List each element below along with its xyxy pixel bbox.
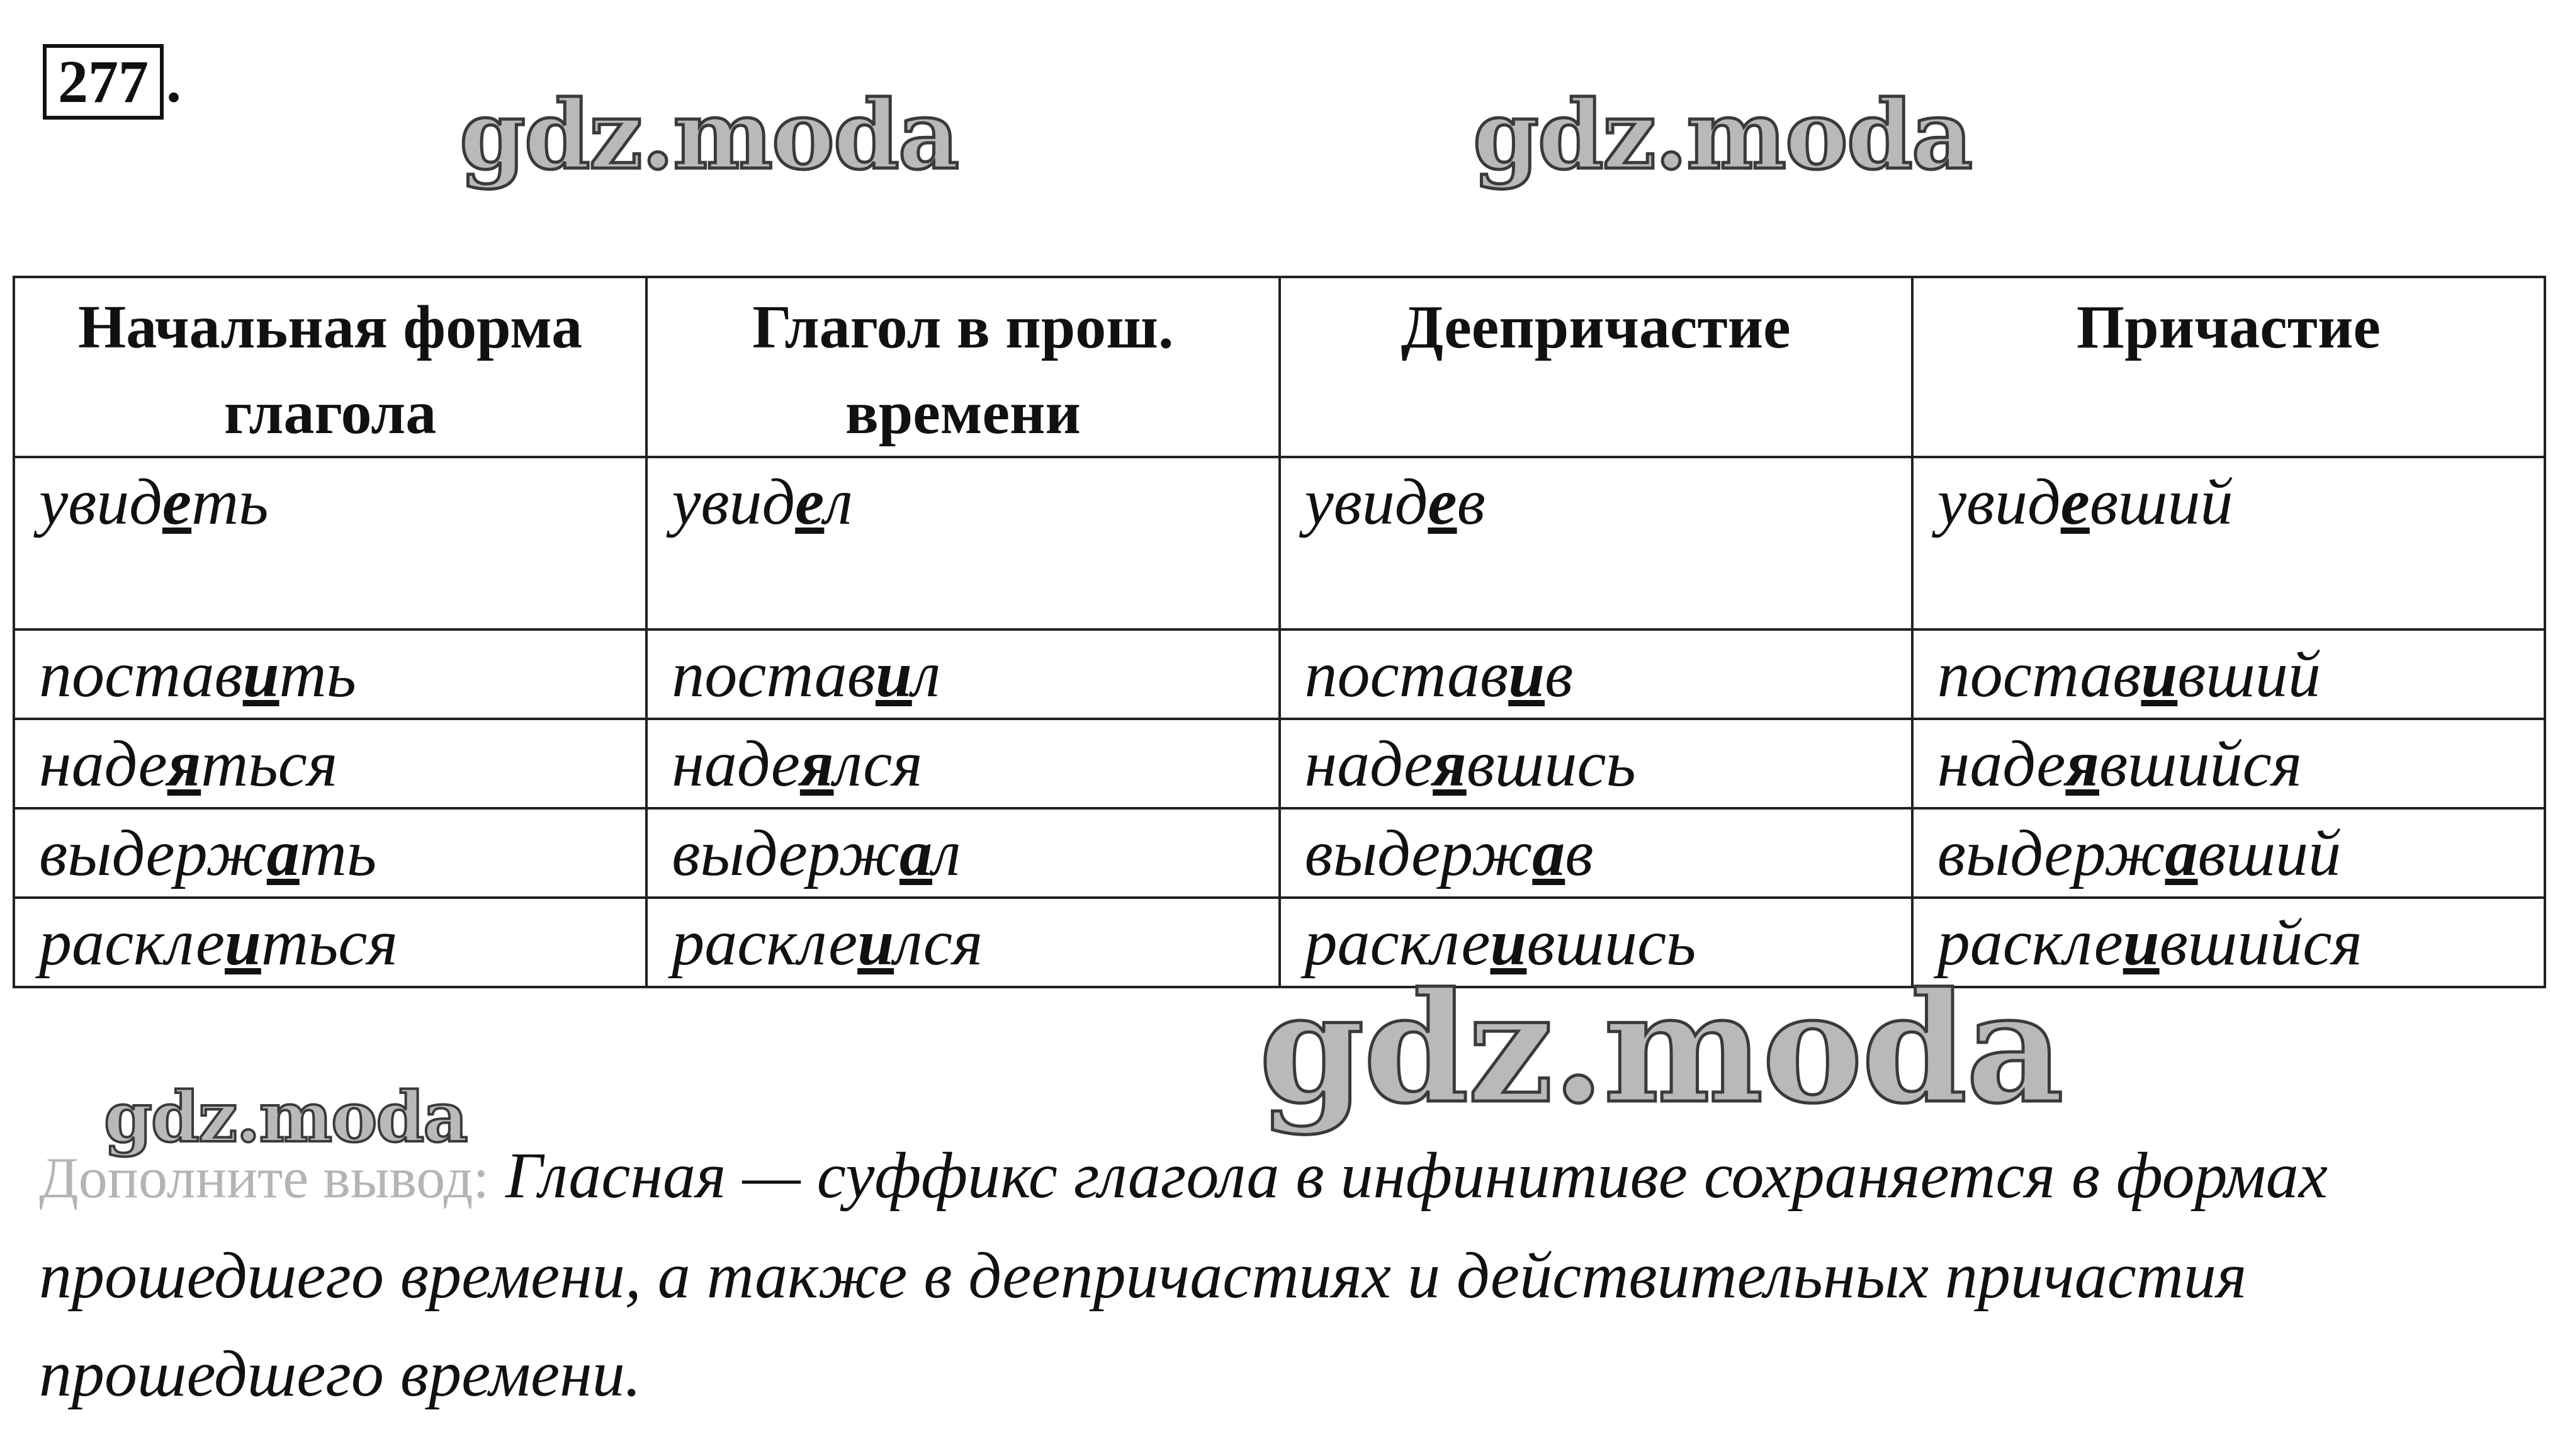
stressed-vowel: а	[1532, 817, 1565, 889]
table-header-row	[14, 277, 2545, 457]
word-stem: наде	[39, 728, 167, 800]
word-stem: выдерж	[672, 817, 900, 889]
word-ending: в	[1545, 638, 1574, 711]
table-row	[14, 457, 2545, 629]
word-ending: ть	[299, 817, 377, 889]
table-cell-past-tense	[646, 629, 1279, 719]
exercise-number	[43, 44, 181, 120]
word-ending: вший	[2197, 817, 2342, 889]
column-header-gerund: Деепричастие	[1280, 277, 1912, 457]
word-ending: в	[1565, 817, 1594, 889]
column-header-past-tense: Глагол в прош. времени	[646, 277, 1279, 457]
word-stem: увид	[39, 466, 162, 538]
word-stem: наде	[1304, 728, 1433, 800]
stressed-vowel: е	[1428, 466, 1457, 538]
table-cell-participle	[1912, 457, 2545, 629]
word-ending: л	[824, 466, 853, 538]
stressed-vowel: а	[2165, 817, 2198, 889]
word-stem: раскле	[39, 906, 225, 979]
stressed-vowel: е	[2060, 466, 2090, 538]
table-cell-gerund	[1280, 629, 1912, 719]
stressed-vowel: и	[1490, 906, 1527, 979]
watermark-logo: gdz.moda	[1473, 80, 1972, 191]
stressed-vowel: и	[2123, 906, 2160, 979]
stressed-vowel: и	[242, 638, 279, 711]
stressed-vowel: а	[899, 817, 933, 889]
column-header-participle: Причастие	[1912, 277, 2545, 457]
table-cell-gerund	[1280, 719, 1912, 808]
word-stem: наде	[1937, 728, 2066, 800]
word-stem: раскле	[1937, 906, 2123, 979]
verb-forms-table	[13, 276, 2546, 988]
table-cell-past-tense	[646, 808, 1279, 898]
word-stem: постав	[39, 638, 243, 711]
table-cell-gerund	[1280, 808, 1912, 898]
word-ending: ться	[261, 906, 398, 979]
stressed-vowel: и	[2141, 638, 2178, 711]
word-ending: ть	[191, 466, 269, 538]
word-stem: увид	[1937, 466, 2061, 538]
table-row	[14, 719, 2545, 808]
table-cell-infinitive	[14, 629, 646, 719]
stressed-vowel: я	[1433, 728, 1467, 800]
word-ending: вший	[2089, 466, 2233, 538]
word-ending: вшись	[1466, 728, 1636, 800]
table-cell-past-tense	[646, 898, 1279, 987]
word-ending: вший	[2177, 638, 2321, 711]
table-cell-participle	[1912, 629, 2545, 719]
watermark-logo: gdz.moda	[460, 80, 959, 191]
table-row	[14, 629, 2545, 719]
word-stem: увид	[1304, 466, 1428, 538]
word-ending: лся	[833, 728, 923, 800]
conclusion-paragraph	[39, 1127, 2532, 1423]
word-stem: постав	[1304, 638, 1509, 711]
stressed-vowel: я	[167, 728, 201, 800]
word-stem: постав	[672, 638, 876, 711]
word-ending: вшийся	[2159, 906, 2362, 979]
table-cell-gerund	[1280, 457, 1912, 629]
word-stem: раскле	[672, 906, 858, 979]
conclusion-text: Гласная — суффикс глагола в инфинитиве сохраняется в формах прошедшего времени, а также в деепричастиях и действительных причастия прошедшего времени.	[39, 1139, 2328, 1410]
stressed-vowel: а	[266, 817, 300, 889]
stressed-vowel: я	[2065, 728, 2099, 800]
conclusion-prompt: Дополните вывод:	[39, 1146, 489, 1210]
column-header-infinitive: Начальная форма глагола	[14, 277, 646, 457]
word-stem: выдерж	[1304, 817, 1533, 889]
table-cell-infinitive	[14, 898, 646, 987]
table-cell-past-tense	[646, 457, 1279, 629]
table-row	[14, 808, 2545, 898]
table-cell-infinitive	[14, 719, 646, 808]
word-ending: ться	[201, 728, 338, 800]
stressed-vowel: и	[225, 906, 261, 979]
stressed-vowel: и	[857, 906, 894, 979]
word-stem: выдерж	[39, 817, 267, 889]
exercise-number-box: 277	[43, 44, 164, 120]
word-stem: раскле	[1304, 906, 1491, 979]
stressed-vowel: е	[162, 466, 192, 538]
table-cell-infinitive	[14, 457, 646, 629]
table-cell-past-tense	[646, 719, 1279, 808]
table-cell-participle	[1912, 808, 2545, 898]
word-ending: вшись	[1526, 906, 1696, 979]
table-body	[14, 457, 2545, 987]
word-stem: наде	[672, 728, 800, 800]
word-ending: л	[911, 638, 941, 711]
word-ending: ть	[279, 638, 356, 711]
stressed-vowel: е	[795, 466, 825, 538]
exercise-number-dot: .	[166, 47, 181, 115]
word-stem: увид	[672, 466, 796, 538]
table-cell-infinitive	[14, 808, 646, 898]
watermark-logo: gdz.moda	[1259, 959, 2063, 1137]
stressed-vowel: я	[799, 728, 834, 800]
word-ending: в	[1457, 466, 1486, 538]
word-ending: вшийся	[2099, 728, 2303, 800]
watermark-logo: gdz.moda	[104, 1076, 467, 1158]
stressed-vowel: и	[875, 638, 912, 711]
word-stem: выдерж	[1937, 817, 2165, 889]
word-ending: лся	[894, 906, 983, 979]
stressed-vowel: и	[1508, 638, 1545, 711]
word-stem: постав	[1937, 638, 2141, 711]
table-cell-participle	[1912, 719, 2545, 808]
word-ending: л	[932, 817, 961, 889]
